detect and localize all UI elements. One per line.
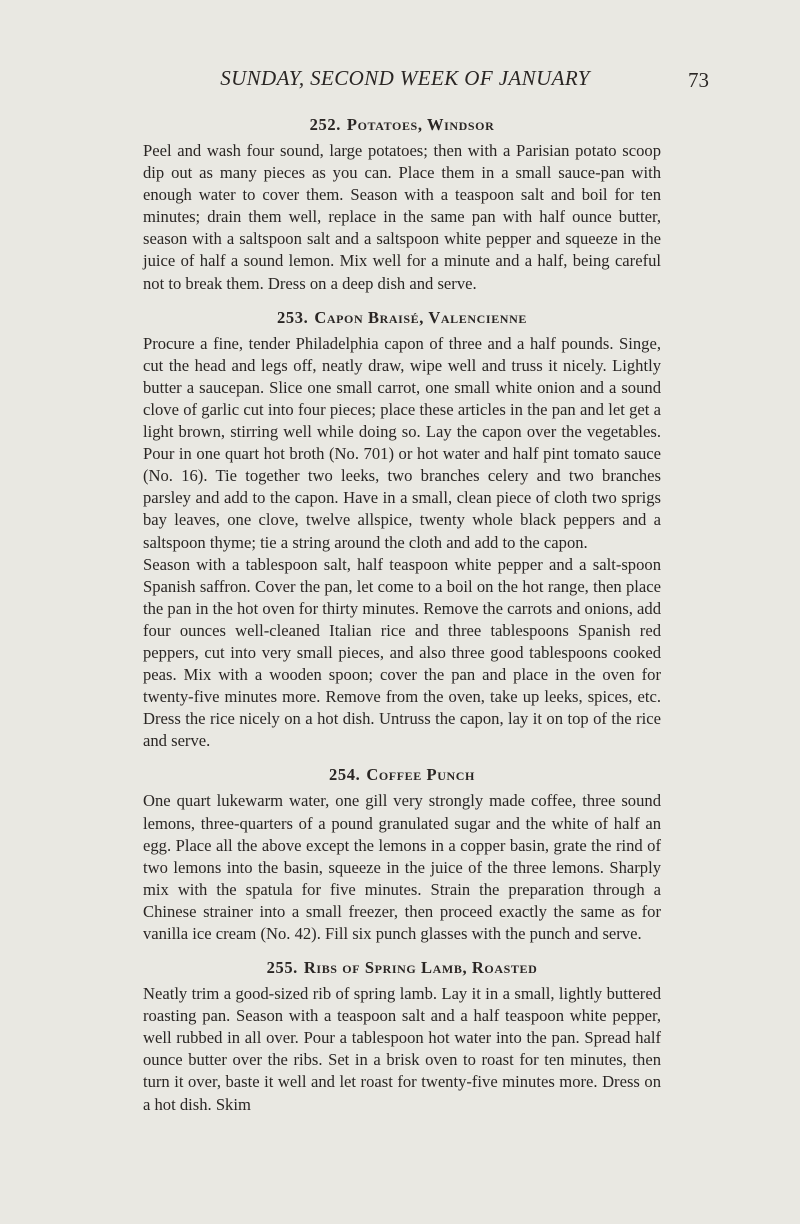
recipe-253: [143, 303, 661, 753]
recipe-title: [143, 953, 661, 983]
recipe-name: Ribs of Spring Lamb, Roasted: [303, 958, 538, 978]
recipe-number: 255.: [266, 958, 298, 978]
recipe-paragraph: One quart lukewarm water, one gill very strongly made coffee, three sound lemons, three-quarters of a pound granulated sugar and the white of half an egg. Place all the above except the lemons in a copper basin, grate the rind of two lemons into the basin, squeeze in the juice of the three lemons. Sharply mix with the spatula for five minutes. Strain the preparation through a Chinese strainer into a small freezer, then proceed exactly the same as for vanilla ice cream (No. 42). Fill six punch glasses with the punch and serve.: [143, 791, 661, 943]
recipe-paragraph: Neatly trim a good-sized rib of spring lamb. Lay it in a small, lightly buttered roasting pan. Season with a teaspoon salt and a half teaspoon white pepper, well rubbed in all over. Pour a tablespoon hot water into the pan. Spread half ounce butter over the ribs. Set in a brisk oven to roast for ten minutes, then turn it over, baste it well and let roast for twenty-five minutes more. Dress on a hot dish. Skim: [143, 984, 661, 1114]
recipe-title: [143, 303, 661, 333]
page-number: 73: [688, 68, 709, 92]
running-head: SUNDAY, SECOND WEEK OF JANUARY: [220, 66, 590, 90]
recipe-number: 254.: [329, 765, 361, 785]
recipe-paragraph: Peel and wash four sound, large potatoes; then with a Parisian potato scoop dip out as many pieces as you can. Place them in a small sauce-pan with enough water to cover them. Season with a teaspoon salt and boil for ten minutes; drain them well, replace in the same pan with half ounce butter, season with a saltspoon salt and a saltspoon white pepper and squeeze in the juice of half a sound lemon. Mix well for a minute and a half, being careful not to break them. Dress on a deep dish and serve.: [143, 141, 661, 293]
recipe-name: Coffee Punch: [366, 765, 475, 785]
recipe-paragraph: Procure a fine, tender Philadelphia capon of three and a half pounds. Singe, cut the head and legs off, neatly draw, wipe well and truss it nicely. Lightly butter a saucepan. Slice one small carrot, one small white onion and a sound clove of garlic cut into four pieces; place these articles in the pan and let get a light brown, stirring well while doing so. Lay the capon over the vegetables. Pour in one quart hot broth (No. 701) or hot water and half pint tomato sauce (No. 16). Tie together two leeks, two branches celery and two branches parsley and add to the capon. Have in a small, clean piece of cloth two sprigs bay leaves, one clove, twelve allspice, twenty whole black peppers and a saltspoon thyme; tie a string around the cloth and add to the capon.: [143, 333, 661, 552]
recipe-name: Capon Braisé, Valencienne: [314, 307, 527, 327]
recipe-number: 252.: [309, 115, 341, 134]
recipe-name: Potatoes, Windsor: [346, 115, 495, 134]
recipe-title: [143, 760, 661, 790]
page-content: [143, 110, 661, 1116]
recipe-paragraph: Season with a tablespoon salt, half teaspoon white pepper and a salt-spoon Spanish saffron. Cover the pan, let come to a boil on the hot range, then place the pan in the hot oven for thirty minutes. Remove the carrots and onions, add four ounces well-cleaned Italian rice and three tablespoons Spanish red peppers, cut into very small pieces, and also three good tablespoons cooked peas. Mix with a wooden spoon; cover the pan and place in the oven for twenty-five minutes more. Remove from the oven, take up leeks, spices, etc. Dress the rice nicely on a hot dish. Untruss the capon, lay it on top of the rice and serve.: [143, 554, 661, 751]
recipe-title: [143, 110, 661, 140]
recipe-number: 253.: [277, 307, 309, 327]
recipe-252: [143, 110, 661, 295]
recipe-254: [143, 760, 661, 945]
recipe-255: [143, 953, 661, 1116]
